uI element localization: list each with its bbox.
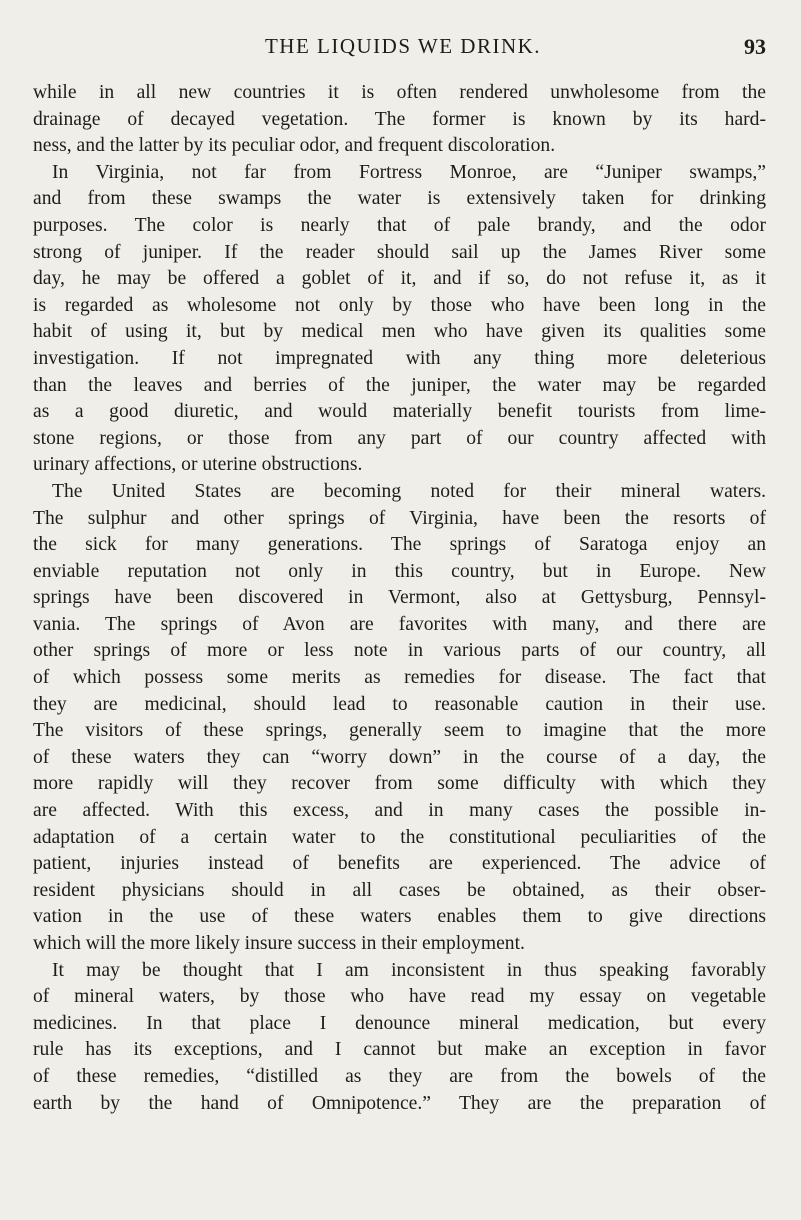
text-line: purposes. The color is nearly that of pale brandy, and the odor <box>33 214 766 236</box>
text-line: springs have been discovered in Vermont, also at Gettysburg, Pennsyl- <box>33 587 766 609</box>
text-line: earth by the hand of Omnipotence.” They are the preparation of <box>33 1092 766 1114</box>
text-line: vania. The springs of Avon are favorites with many, and there are <box>33 613 766 635</box>
running-title: THE LIQUIDS WE DRINK. <box>264 34 542 58</box>
text-line: ness, and the latter by its peculiar odor, and frequent discoloration. <box>33 135 556 157</box>
text-line: It may be thought that I am inconsistent in thus speaking favorably <box>52 959 766 981</box>
text-line: drainage of decayed vegetation. The former is known by its hard- <box>33 108 766 130</box>
text-line: strong of juniper. If the reader should sail up the James River some <box>33 241 766 263</box>
text-line: vation in the use of these waters enables them to give directions <box>33 906 766 928</box>
text-line: is regarded as wholesome not only by those who have been long in the <box>33 294 766 316</box>
text-line: which will the more likely insure success in their employment. <box>33 933 525 954</box>
body-text <box>33 80 766 1117</box>
text-line: day, he may be offered a goblet of it, and if so, do not refuse it, as it <box>33 268 766 290</box>
page-number: 93 <box>744 34 766 59</box>
text-line: than the leaves and berries of the juniper, the water may be regarded <box>33 374 766 396</box>
text-line: they are medicinal, should lead to reasonable caution in their use. <box>33 693 766 715</box>
text-line: medicines. In that place I denounce mineral medication, but every <box>33 1012 766 1034</box>
text-line: adaptation of a certain water to the constitutional peculiarities of the <box>33 826 766 848</box>
text-line: The United States are becoming noted for their mineral waters. <box>52 480 766 502</box>
text-line: of these waters they can “worry down” in the course of a day, the <box>33 746 766 768</box>
text-line: resident physicians should in all cases be obtained, as their obser- <box>33 879 766 901</box>
text-line: while in all new countries it is often rendered unwholesome from the <box>33 82 766 103</box>
text-line: stone regions, or those from any part of our country affected with <box>33 427 766 449</box>
text-line: enviable reputation not only in this country, but in Europe. New <box>33 560 766 582</box>
text-line: The visitors of these springs, generally seem to imagine that the more <box>33 720 766 742</box>
text-line: the sick for many generations. The springs of Saratoga enjoy an <box>33 534 766 556</box>
text-line: as a good diuretic, and would materially benefit tourists from lime- <box>33 401 766 423</box>
text-line: patient, injuries instead of benefits are experienced. The advice of <box>33 853 766 875</box>
text-line: of which possess some merits as remedies for disease. The fact that <box>33 667 766 689</box>
text-line: of these remedies, “distilled as they are from the bowels of the <box>33 1065 766 1087</box>
text-line: more rapidly will they recover from some difficulty with which they <box>33 773 766 795</box>
text-line: habit of using it, but by medical men who have given its qualities some <box>33 321 766 343</box>
text-line: investigation. If not impregnated with any thing more deleterious <box>33 347 766 369</box>
text-line: In Virginia, not far from Fortress Monroe, are “Juniper swamps,” <box>52 161 766 183</box>
text-line: The sulphur and other springs of Virginia, have been the resorts of <box>33 507 766 529</box>
text-line: of mineral waters, by those who have read my essay on vegetable <box>33 986 766 1008</box>
text-line: urinary affections, or uterine obstructions. <box>33 454 363 476</box>
text-line: other springs of more or less note in various parts of our country, all <box>33 640 766 662</box>
text-line: are affected. With this excess, and in many cases the possible in- <box>33 800 766 822</box>
text-line: and from these swamps the water is extensively taken for drinking <box>33 188 766 210</box>
running-head <box>40 34 766 64</box>
text-line: rule has its exceptions, and I cannot but make an exception in favor <box>33 1039 766 1061</box>
